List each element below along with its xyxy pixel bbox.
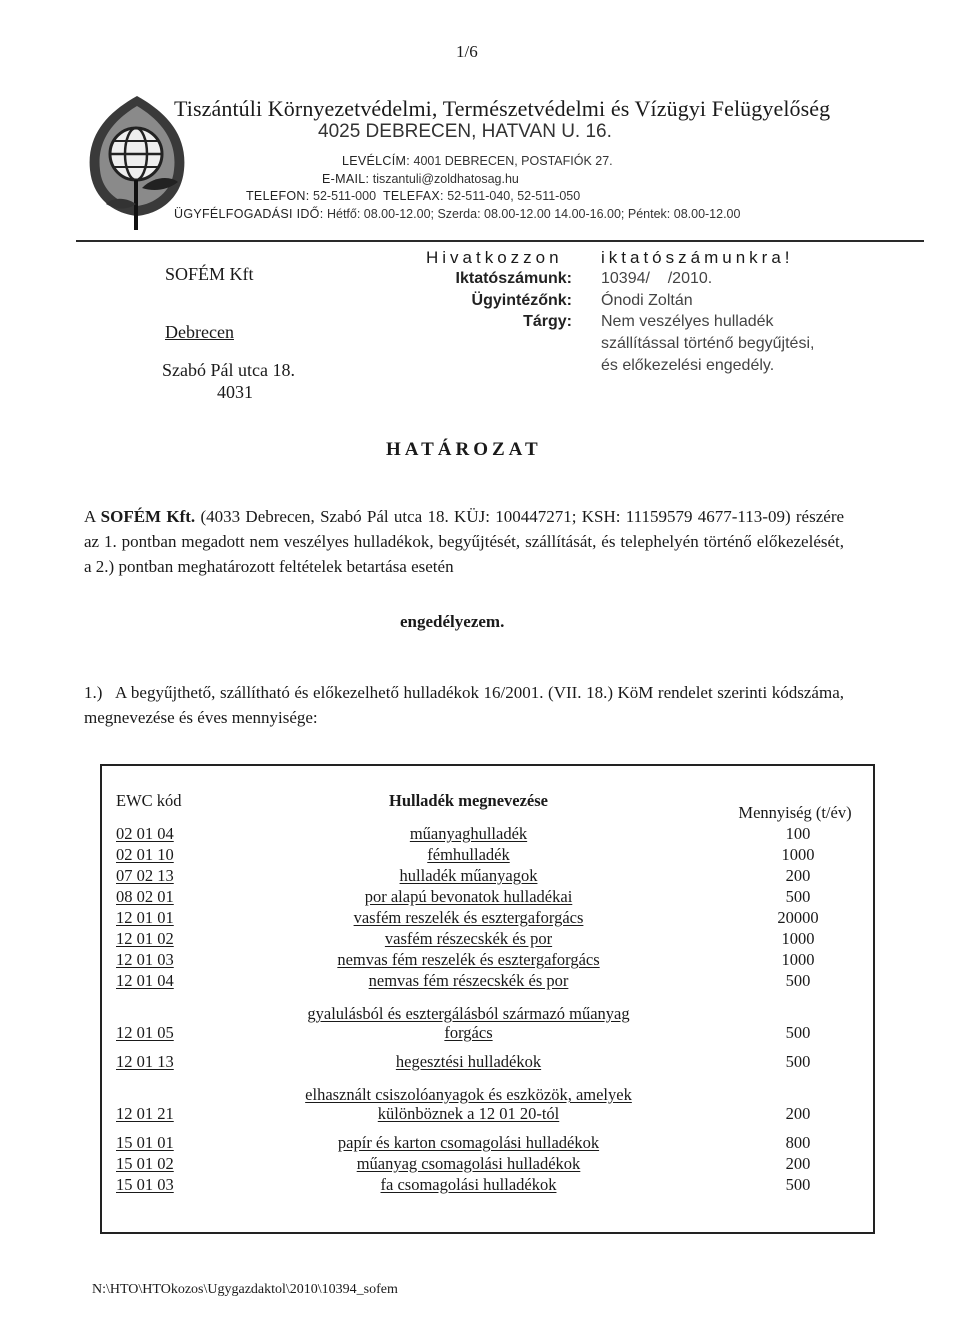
ewc-code-cell: 15 01 02 (116, 1154, 174, 1173)
clerk-label: Ügyintézőnk: (471, 292, 572, 309)
clerk-value: Ónodi Zoltán (601, 292, 693, 309)
permit-statement: engedélyezem. (400, 612, 505, 631)
phone-line (246, 189, 580, 203)
email-line (322, 172, 519, 186)
ewc-code-cell: 08 02 01 (116, 887, 174, 906)
recipient-zip: 4031 (217, 382, 253, 402)
quantity-cell: 200 (785, 1154, 811, 1173)
ewc-code-cell: 15 01 03 (116, 1175, 174, 1194)
ewc-code-cell: 12 01 21 (116, 1104, 174, 1123)
ewc-code-cell: 12 01 02 (116, 929, 174, 948)
office-hours-line (174, 207, 740, 221)
intro-paragraph (84, 504, 844, 579)
mail-address-line (342, 154, 613, 168)
agency-address: 4025 DEBRECEN, HATVAN U. 16. (318, 121, 612, 142)
phone-value: 52-511-000 (313, 189, 377, 203)
ewc-code-cell: 12 01 05 (116, 1023, 174, 1042)
table-header-row (100, 764, 875, 822)
file-number-value: 10394/ /2010. (601, 270, 713, 287)
table-row (100, 948, 875, 969)
waste-name-cell: vasfém részecskék és por (384, 929, 553, 948)
mail-label: LEVÉLCÍM: (342, 154, 411, 168)
table-row (100, 1071, 875, 1123)
waste-name-cell: fémhulladék (427, 845, 510, 864)
ewc-code-cell: 15 01 01 (116, 1133, 174, 1152)
table-row (100, 864, 875, 885)
waste-name-cell: papír és karton csomagolási hulladékok (337, 1133, 600, 1152)
recipient-street: Szabó Pál utca 18. (162, 360, 295, 380)
header-divider (76, 240, 924, 242)
quantity-cell: 20000 (777, 908, 819, 927)
footer-file-path: N:\HTO\HTOkozos\Ugygazdaktol\2010\10394_sofem (92, 1282, 398, 1297)
quantity-cell: 1000 (781, 950, 815, 969)
intro-prefix: A (84, 507, 96, 526)
fax-value: 52-511-040, 52-511-050 (447, 189, 581, 203)
quantity-cell: 800 (785, 1133, 811, 1152)
header-waste-name: Hulladék megnevezése (388, 790, 548, 810)
quantity-cell: 500 (785, 971, 811, 990)
waste-table (100, 764, 875, 1194)
header-ewc-code: EWC kód (116, 790, 182, 810)
waste-name-cell: fa csomagolási hulladékok (380, 1175, 557, 1194)
quantity-cell: 500 (785, 887, 811, 906)
quantity-cell: 200 (785, 866, 811, 885)
email-value: tiszantuli@zoldhatosag.hu (372, 172, 519, 186)
ewc-code-cell: 12 01 04 (116, 971, 174, 990)
table-row (100, 843, 875, 864)
intro-text: (4033 Debrecen, Szabó Pál utca 18. KÜJ: 100447271; KSH: 11159579 4677-113-09) részére az 1. pontban megadott nem veszélyes hulladékok, begyűjtését, szállítását, és telephelyén történő előkezelését, a 2.) pontban meghatározott feltételek betartása esetén (84, 507, 845, 576)
file-number-label: Iktatószámunk: (455, 270, 572, 287)
table-row (100, 906, 875, 927)
waste-name-cell: elhasznált csiszolóanyagok és eszközök, amelyek különböznek a 12 01 20-tól (305, 1085, 632, 1123)
waste-name-cell: műanyag csomagolási hulladékok (356, 1154, 581, 1173)
subject-label: Tárgy: (523, 313, 572, 330)
quantity-cell: 500 (785, 1052, 811, 1071)
phone-label: TELEFON: (246, 189, 310, 203)
waste-name-cell: vasfém reszelék és esztergaforgács (353, 908, 584, 927)
quantity-cell: 1000 (781, 845, 815, 864)
subject-line-1: Nem veszélyes hulladék (601, 313, 774, 330)
table-row (100, 1152, 875, 1173)
table-row (100, 927, 875, 948)
subject-line-3: és előkezelési engedély. (601, 357, 775, 374)
recipient-city: Debrecen (165, 322, 234, 342)
recipient-name: SOFÉM Kft (165, 264, 254, 284)
decision-title: HATÁROZAT (386, 439, 542, 460)
quantity-cell: 100 (785, 824, 811, 843)
table-row (100, 885, 875, 906)
waste-table-body (100, 764, 875, 1194)
agency-name: Tiszántúli Környezetvédelmi, Természetvédelmi és Vízügyi Felügyelőség (174, 96, 831, 121)
ewc-code-cell: 12 01 13 (116, 1052, 174, 1071)
waste-name-cell: gyalulásból és esztergálásból származó műanyag forgács (307, 1004, 630, 1042)
quantity-cell: 1000 (781, 929, 815, 948)
fax-label: TELEFAX: (382, 189, 444, 203)
quantity-cell: 500 (785, 1023, 811, 1042)
office-hours-label: ÜGYFÉLFOGADÁSI IDŐ: (174, 207, 324, 221)
ewc-code-cell: 02 01 10 (116, 845, 174, 864)
waste-name-cell: nemvas fém reszelék és esztergaforgács (337, 950, 600, 969)
ewc-code-cell: 02 01 04 (116, 824, 174, 843)
reference-heading-left: Hivatkozzon (426, 248, 563, 267)
waste-name-cell: hegesztési hulladékok (395, 1052, 542, 1071)
email-label: E-MAIL: (322, 172, 370, 186)
page-number: 1/6 (456, 42, 478, 61)
table-row (100, 1173, 875, 1194)
mail-value: 4001 DEBRECEN, POSTAFIÓK 27. (413, 154, 613, 168)
waste-name-cell: műanyaghulladék (409, 824, 528, 843)
office-hours-value: Hétfő: 08.00-12.00; Szerda: 08.00-12.00 14.00-16.00; Péntek: 08.00-12.00 (326, 207, 741, 221)
point-1-paragraph: 1.) A begyűjthető, szállítható és előkezelhető hulladékok 16/2001. (VII. 18.) KöM rendelet szerinti kódszáma, megnevezése és éves mennyisége: (84, 683, 849, 727)
waste-name-cell: hulladék műanyagok (399, 866, 538, 885)
subject-line-2: szállítással történő begyűjtési, (601, 335, 815, 352)
table-row (100, 990, 875, 1042)
waste-name-cell: nemvas fém részecskék és por (368, 971, 569, 990)
table-row (100, 822, 875, 843)
ewc-code-cell: 12 01 01 (116, 908, 174, 927)
ewc-code-cell: 07 02 13 (116, 866, 174, 885)
quantity-cell: 200 (785, 1104, 811, 1123)
table-row (100, 1042, 875, 1071)
intro-company: SOFÉM Kft. (100, 507, 196, 526)
waste-name-cell: por alapú bevonatok hulladékai (364, 887, 573, 906)
quantity-cell: 500 (785, 1175, 811, 1194)
table-row (100, 1123, 875, 1152)
header-quantity: Mennyiség (t/év) (738, 803, 852, 822)
reference-heading-right: iktatószámunkra! (601, 248, 794, 267)
table-row (100, 969, 875, 990)
ewc-code-cell: 12 01 03 (116, 950, 174, 969)
